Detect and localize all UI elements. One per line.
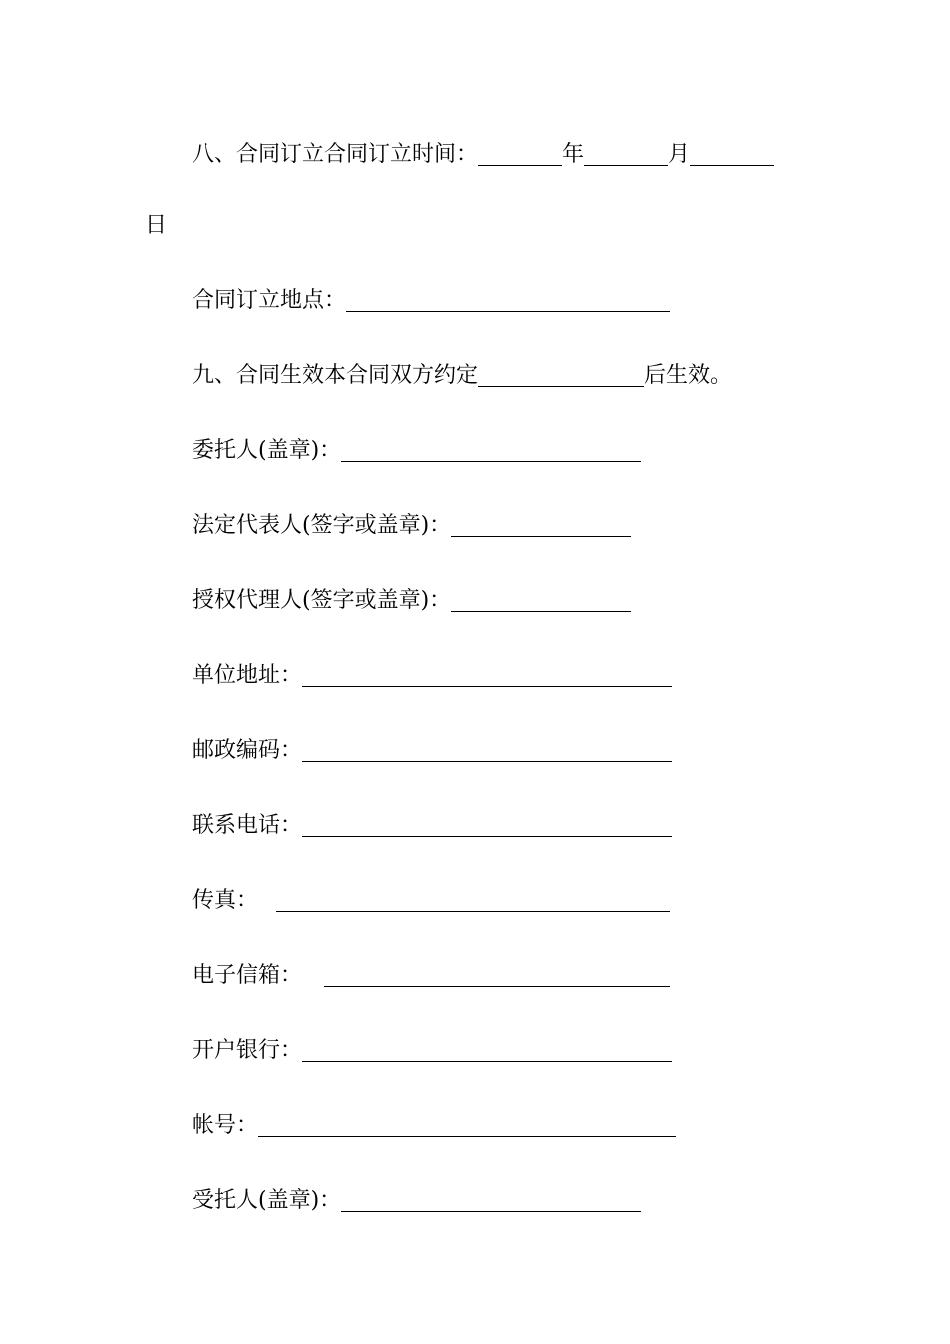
day-line [145, 211, 167, 241]
phone-label: 联系电话： [192, 813, 303, 838]
legal-rep-line [192, 511, 631, 541]
fax-label: 传真： [192, 888, 259, 913]
account-line [192, 1111, 676, 1141]
email-label: 电子信箱： [192, 963, 303, 988]
fax-blank[interactable] [276, 889, 670, 912]
email-line [192, 961, 670, 991]
day-label: 日 [145, 213, 168, 238]
principal-seal-line [192, 436, 641, 466]
postcode-blank[interactable] [302, 739, 672, 762]
bank-blank[interactable] [302, 1039, 672, 1062]
year-blank[interactable] [478, 143, 562, 166]
trustee-seal-line [192, 1186, 641, 1216]
contract-place-line [192, 286, 670, 316]
contract-effective-line [192, 361, 732, 391]
principal-seal-blank[interactable] [341, 439, 641, 462]
month-label: 月 [668, 142, 691, 167]
principal-seal-label: 委托人(盖章)： [192, 438, 342, 463]
contract-date-label: 八、合同订立合同订立时间： [192, 142, 479, 167]
contract-effective-suffix: 后生效。 [644, 363, 733, 388]
postcode-line [192, 736, 672, 766]
bank-line [192, 1036, 672, 1066]
month-blank[interactable] [584, 143, 668, 166]
bank-label: 开户银行： [192, 1038, 303, 1063]
fax-line [192, 886, 670, 916]
contract-effective-blank[interactable] [478, 364, 644, 387]
account-blank[interactable] [258, 1114, 676, 1137]
address-label: 单位地址： [192, 663, 303, 688]
trustee-seal-blank[interactable] [341, 1189, 641, 1212]
authorized-agent-line [192, 586, 631, 616]
contract-date-line [192, 140, 774, 170]
contract-effective-label: 九、合同生效本合同双方约定 [192, 363, 479, 388]
account-label: 帐号： [192, 1113, 259, 1138]
authorized-agent-blank[interactable] [451, 589, 631, 612]
authorized-agent-label: 授权代理人(签字或盖章)： [192, 588, 452, 613]
postcode-label: 邮政编码： [192, 738, 303, 763]
phone-blank[interactable] [302, 814, 672, 837]
legal-rep-label: 法定代表人(签字或盖章)： [192, 513, 452, 538]
phone-line [192, 811, 672, 841]
trustee-seal-label: 受托人(盖章)： [192, 1188, 342, 1213]
address-line [192, 661, 672, 691]
contract-place-blank[interactable] [346, 289, 670, 312]
year-label: 年 [562, 142, 585, 167]
address-blank[interactable] [302, 664, 672, 687]
contract-place-label: 合同订立地点： [192, 288, 347, 313]
day-blank[interactable] [690, 143, 774, 166]
email-blank[interactable] [324, 964, 670, 987]
legal-rep-blank[interactable] [451, 514, 631, 537]
